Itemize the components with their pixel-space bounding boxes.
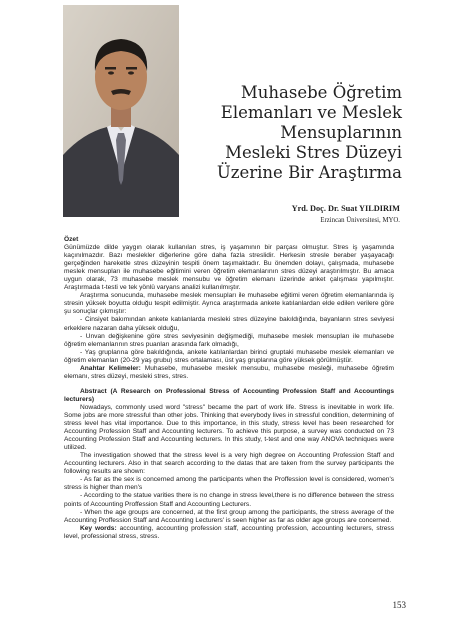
- abstract-block: [64, 236, 394, 541]
- ozet-heading: Özet: [64, 236, 79, 243]
- ozet-keywords-text: Muhasebe, muhasebe meslek mensubu, muhasebe mesleği, muhasebe öğretim elemanı, stres düzeyi, mesleki stres, stres.: [64, 364, 394, 380]
- abstract-keywords-label: Key words:: [80, 524, 117, 532]
- abstract-heading: Abstract (A Research on Professional Stress of Accounting Profession Staff and Accountings lecturers): [64, 387, 394, 403]
- ozet-keywords: [64, 365, 394, 381]
- author-name: Yrd. Doç. Dr. Suat YILDIRIM: [291, 204, 400, 213]
- ozet-paragraph: - Yaş gruplarına göre bakıldığında, ankete katılanlardan birinci gruptaki muhasebe meslek elemanları ve öğretim elemanları (20-29 yaş grubu) stres ortalaması, üst yaş gruplarına göre yüksek görülmüştür.: [64, 348, 394, 364]
- ozet-keywords-label: Anahtar Kelimeler:: [80, 364, 141, 372]
- ozet-paragraph: Araştırma sonucunda, muhasebe meslek mensupları ile muhasebe eğitimi veren öğretim elemanlarında iş stresin yüksek boyutta olduğu tespit edilmiştir. Ayrıca araştırmada ankete katılanlardan elde edilen verilere göre şu sonuçlar çıkmıştır:: [64, 292, 394, 316]
- abstract-keywords-text: accounting, accounting profession staff, accounting profession, accounting lecturers, stress level, professional stress, stress.: [64, 524, 394, 540]
- abstract-paragraph: - As far as the sex is concerned among the participants when the Proffession level is considered, women's stress is higher than men's: [64, 476, 394, 492]
- paper-title: [195, 83, 402, 183]
- page-number: 153: [392, 600, 406, 610]
- ozet-paragraph: - Cinsiyet bakımından ankete katılanlarda mesleki stres düzeyine bakıldığında, bayanların stres seviyesi erkeklere nazaran daha yüksek olduğu,: [64, 316, 394, 332]
- abstract-paragraph: Nowadays, commonly used word "stress" became the part of work life. Stress is inevitable in work life. Some jobs are more stressful than other jobs. Thinking that everybody lives in stressful condition, determining of stress level has vital importance. Due to this importance, in this study, stress level has been researched for Accounting Profession Staff and Accounting lecturers. To achieve this purpose, a survey was conducted on 73 Accounting Profession Staff and Accounting lecturers. In this study, t-test and one way ANOVA techniques were utilized.: [64, 403, 394, 452]
- title-line: Mensuplarının: [280, 123, 402, 142]
- abstract-paragraph: - When the age groups are concerned, at the first group among the participants, the stress average of the Accounting Proffession Staff and Accounting Lecturers' is seen higher as far as older age groups are concerned.: [64, 508, 394, 524]
- title-line: Üzerine Bir Araştırma: [216, 163, 402, 182]
- abstract-paragraph: The investigation showed that the stress level is a very high degree on Accounting Profession Staff and Accounting lecturers. Also in that search according to the datas that are taken from the survey participants the following results are shown:: [64, 452, 394, 476]
- author-affiliation: Erzincan Üniversitesi, MYO.: [320, 217, 400, 224]
- author-portrait-image: [63, 5, 179, 217]
- title-line: Mesleki Stres Düzeyi: [225, 143, 402, 162]
- author-photo: [63, 5, 179, 217]
- ozet-paragraph: Günümüzde dilde yaygın olarak kullanılan stres, iş yaşamının bir parçası olmuştur. Stres iş yaşamında kaçınılmazdır. Bazı meslekler diğerlerine göre daha fazla streslidir. Herkesin stresle beraber yaşayacağı gerçeğinden hareketle stres düzeyinin tespiti önem taşımaktadır. Bu önemden dolayı, çalışmada, muhasebe meslek mensupları ile muhasebe eğitimini veren öğretim elemanlarının stres düzeyi araştırılmıştır. Bu amaca uygun olarak, 73 muhasebe meslek mensubu ve öğretim elemanı üzerinde anket çalışması yapılmıştır. Araştırmada t-testi ve tek yönlü varyans analizi kullanılmıştır.: [64, 244, 394, 292]
- abstract-keywords: [64, 525, 394, 541]
- abstract-paragraph: - According to the statue varities there is no change in stress level,there is no difference between the stress points of Accounting Proffession Staff and Accounting Lecturers.: [64, 492, 394, 508]
- title-line: Elemanları ve Meslek: [220, 103, 402, 122]
- ozet-paragraph: - Unvan değişkenine göre stres seviyesinin değişmediği, muhasebe meslek mensupları ile muhasebe öğretim elemanlarının stres puanları arasında fark olmadığı,: [64, 332, 394, 348]
- title-line: Muhasebe Öğretim: [240, 83, 402, 102]
